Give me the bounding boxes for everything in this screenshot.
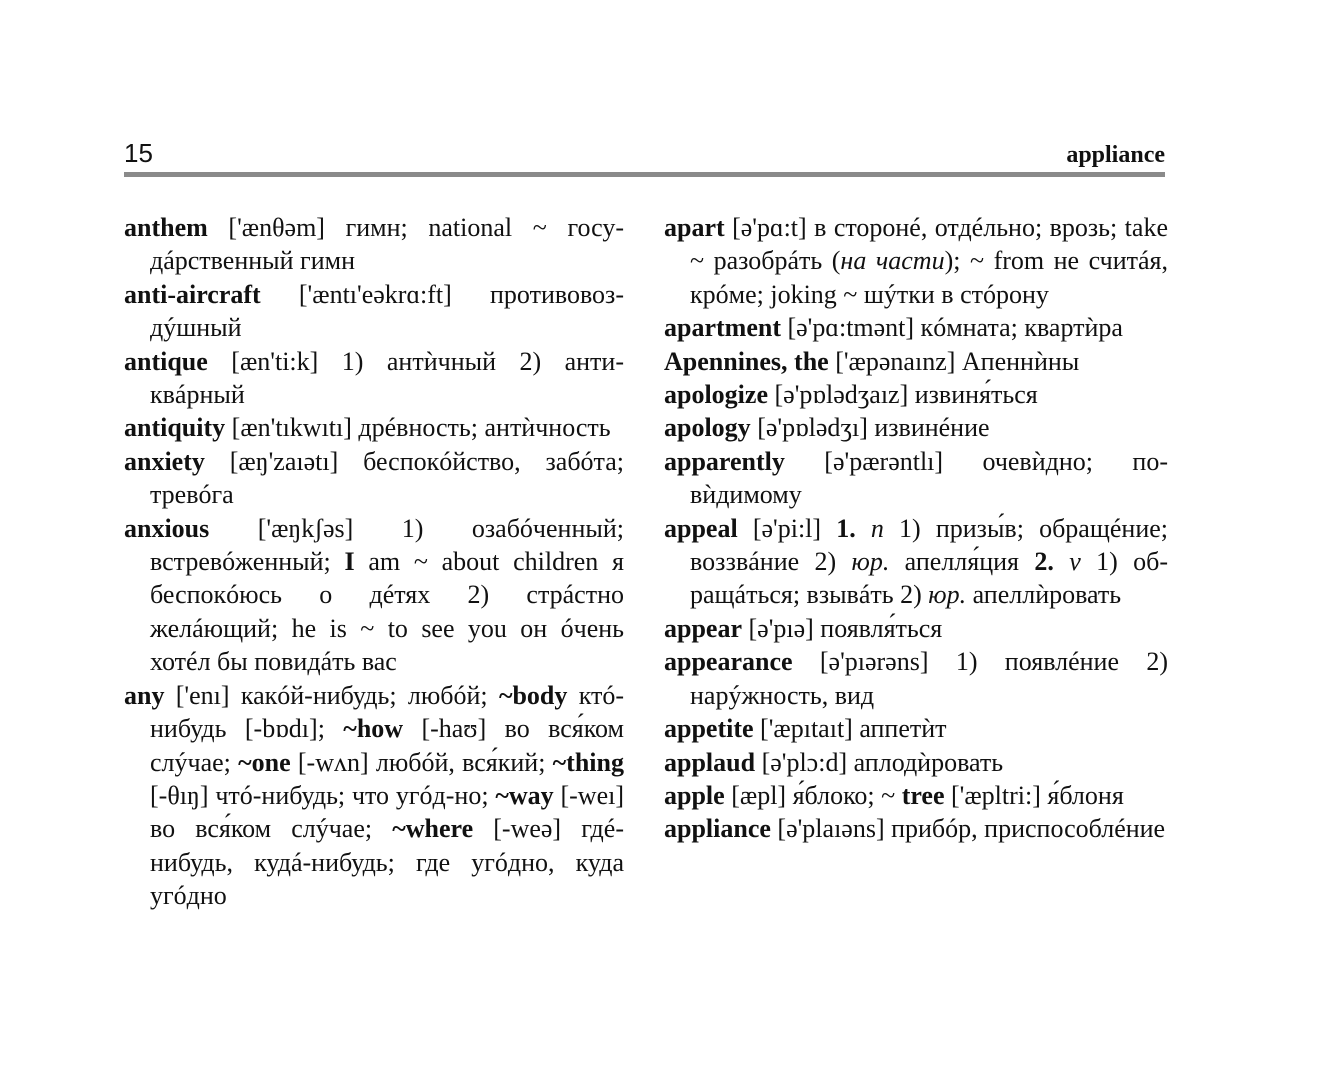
entry-text: [æŋ'zaıətı] беспокóйство, забóта; тревóга: [150, 446, 624, 510]
entry-text: ['æpıtaıt] аппетѝт: [753, 714, 947, 744]
entry-text: [æpl] я́блоко; ~: [724, 780, 902, 810]
entry-text: [1054, 547, 1069, 576]
headword: antiquity: [124, 413, 226, 443]
headword: apparently: [664, 446, 785, 476]
dictionary-entry: [124, 345, 624, 412]
entry-text: am ~ about children я беспокóюсь о дéтях 2) стрáстно желáющий; he is ~ to see you он óчень хотéл бы повидáть вас: [150, 547, 624, 677]
entry-text: [-haʊ] во вся́ком слýчае;: [150, 714, 624, 777]
entry-text: 1) призы́в; обращéние; воззвáние 2): [690, 513, 1168, 577]
italic-label: юр.: [851, 547, 890, 577]
dictionary-entry: [664, 612, 1168, 645]
entry-text: [ə'pıərəns] 1) появлéние 2) нарýжность, вид: [690, 647, 1168, 710]
headword: anxiety: [124, 446, 205, 476]
headword: anxious: [124, 513, 210, 543]
dictionary-entry: [124, 679, 624, 913]
headword: antique: [124, 346, 208, 376]
italic-label: n: [870, 513, 884, 543]
entry-text: [æn'tıkwıtı] дрéвность; антѝчность: [225, 413, 611, 443]
bold-fragment: ~way: [495, 780, 554, 810]
entry-text: [-weə] гдé-нибудь, кудá-нибудь; где угóдно, куда угóдно: [150, 814, 624, 911]
running-head: appliance: [1066, 142, 1165, 168]
dictionary-entry: [664, 512, 1168, 612]
headword: apple: [664, 780, 725, 810]
bold-fragment: 1.: [836, 513, 856, 543]
left-column: [124, 211, 624, 913]
entry-text: [-weı] во вся́ком слýчае;: [150, 780, 624, 844]
headword: appearance: [664, 647, 793, 677]
entry-text: ['æŋkʃəs] 1) озабóченный; встревóженный;: [150, 513, 624, 577]
dictionary-entry: [664, 211, 1168, 311]
italic-label: юр.: [928, 580, 967, 610]
entry-text: [ə'pɑ:t] в сторонé, отдéльно; врозь; take ~ разобрáть (: [690, 213, 1168, 276]
entry-text: ['æpltri:] я́блоня: [944, 780, 1124, 810]
right-column: [664, 211, 1168, 846]
entry-text: [856, 514, 871, 543]
headword: apologize: [664, 380, 768, 410]
italic-label: на части: [840, 246, 945, 276]
headword: Apennines, the: [664, 346, 829, 376]
bold-fragment: ~how: [343, 714, 404, 744]
entry-text: [ə'plaıəns] прибóр, приспособлéние: [770, 814, 1166, 844]
dictionary-entry: [664, 812, 1168, 845]
entry-text: [ə'plɔ:d] аплодѝровать: [755, 747, 1004, 777]
entry-text: [ə'pærəntlı] очевѝдно; по-вѝдимому: [690, 446, 1168, 510]
bold-fragment: tree: [901, 780, 945, 810]
entry-text: [ə'pɒlədʒaız] извиня́ться: [768, 380, 1038, 410]
dictionary-entry: [124, 512, 624, 679]
dictionary-entry: [124, 278, 624, 345]
dictionary-entry: [664, 445, 1168, 512]
headword: apart: [664, 213, 725, 242]
entry-text: [ə'pɑ:tmənt] кóмната; квартѝра: [780, 313, 1123, 343]
entry-text: ['ænθəm] гимн; national ~ госудáрственный гимн: [150, 213, 624, 276]
dictionary-entry: [124, 211, 624, 278]
italic-label: v: [1069, 547, 1081, 577]
dictionary-entry: [124, 411, 624, 444]
entry-text: [-wʌn] любóй, вся́кий;: [290, 747, 553, 777]
headword: apology: [664, 413, 751, 443]
entry-text: ['æpənaınz] Апеннѝны: [828, 346, 1080, 376]
dictionary-entry: [664, 311, 1168, 344]
entry-text: апелля́ция: [889, 547, 1035, 577]
headword: anthem: [124, 213, 208, 242]
headword: appetite: [664, 714, 754, 744]
headword: anti-aircraft: [124, 279, 261, 309]
entry-text: [ə'pıə] появля́ться: [742, 613, 943, 643]
entry-text: [ə'pɒlədʒı] извинéние: [750, 413, 990, 443]
headword: apartment: [664, 313, 781, 343]
entry-text: ктó-нибудь [-bɒdı];: [150, 680, 625, 744]
dictionary-entry: [124, 445, 624, 512]
entry-text: ['enı] какóй-нибудь; любóй;: [164, 680, 499, 710]
entry-text: [ə'pi:l]: [737, 513, 837, 543]
dictionary-entry: [664, 645, 1168, 712]
headword: appeal: [664, 513, 738, 543]
entry-text: [-θıŋ] чтó-нибудь; что угóд-но;: [150, 780, 496, 810]
headword: applaud: [664, 747, 756, 777]
headword: any: [124, 680, 165, 710]
entry-text: [æn'ti:k] 1) антѝчный 2) антиквáрный: [150, 346, 624, 410]
entry-text: ); ~ from не считáя, крóме; joking ~ шýтки в стóрону: [690, 246, 1168, 309]
dictionary-entry: [664, 746, 1168, 779]
entry-text: апеллѝровать: [966, 580, 1122, 610]
dictionary-entry: [664, 712, 1168, 745]
dictionary-entry: [664, 411, 1168, 444]
page-number: 15: [124, 138, 153, 168]
bold-fragment: I: [344, 547, 355, 577]
bold-fragment: ~where: [392, 814, 474, 844]
bold-fragment: ~thing: [552, 747, 624, 777]
dictionary-entry: [664, 345, 1168, 378]
headword: appear: [664, 613, 742, 643]
header-rule: [124, 172, 1165, 177]
entry-text: 1) обращáться; взывáть 2): [690, 547, 1168, 610]
bold-fragment: ~one: [238, 747, 291, 777]
headword: appliance: [664, 814, 771, 844]
entry-text: ['æntı'eəkrɑ:ft] противовоздýшный: [150, 279, 624, 343]
bold-fragment: 2.: [1034, 547, 1054, 577]
dictionary-entry: [664, 779, 1168, 812]
dictionary-entry: [664, 378, 1168, 411]
bold-fragment: ~body: [498, 680, 568, 710]
